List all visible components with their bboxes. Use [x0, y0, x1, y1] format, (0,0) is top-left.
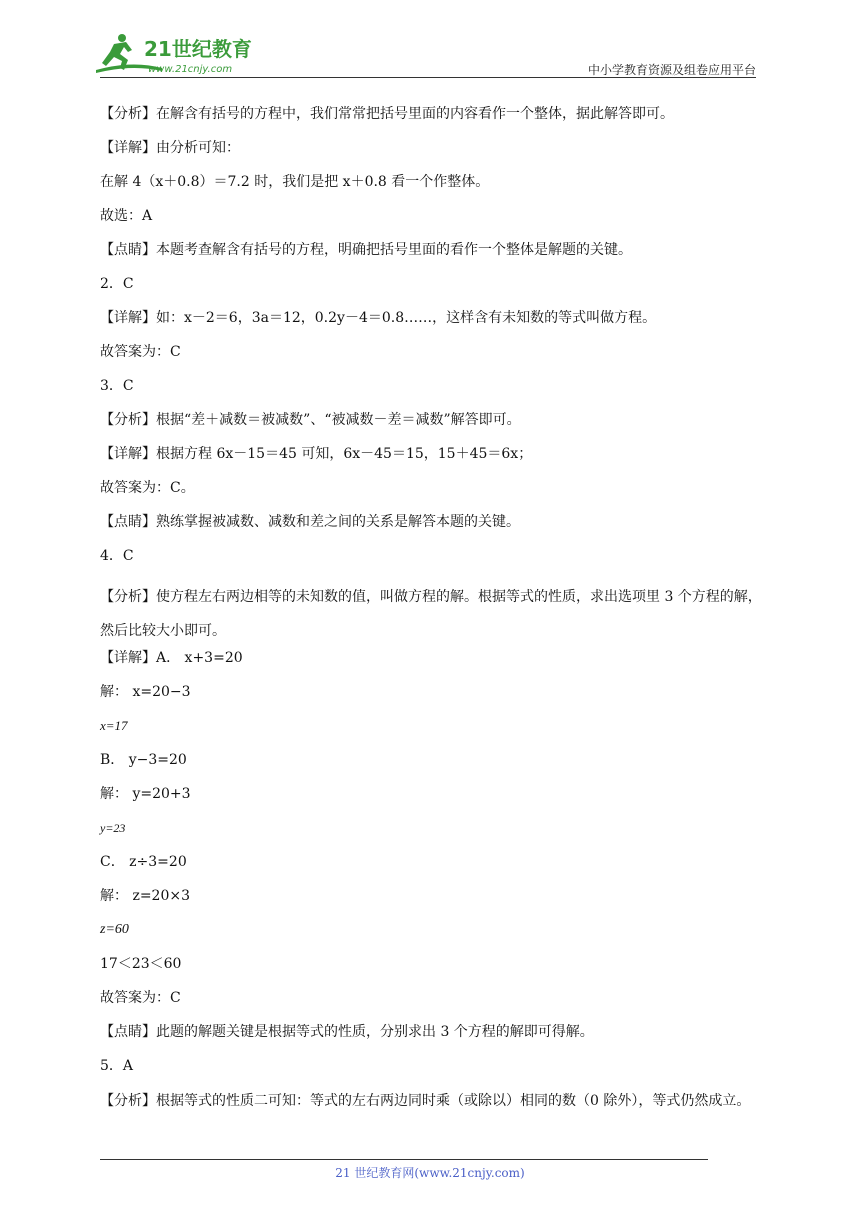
- text-line: 【点睛】熟练掌握被减数、减数和差之间的关系是解答本题的关键。: [100, 514, 520, 530]
- math-line: C． z÷3=20: [100, 854, 187, 870]
- math-line: B． y−3=20: [100, 752, 187, 768]
- platform-name: 中小学教育资源及组卷应用平台: [587, 63, 756, 77]
- math-line: 解： y=20+3: [100, 786, 191, 802]
- site-logo: [92, 30, 262, 80]
- text-line: 【分析】在解含有括号的方程中，我们常常把括号里面的内容看作一个整体，据此解答即可。: [100, 106, 674, 122]
- logo-url: www.21cnjy.com: [148, 64, 233, 75]
- text-line: 【点睛】本题考查解含有括号的方程，明确把括号里面的看作一个整体是解题的关键。: [100, 242, 632, 258]
- text-line: 在解 4（x＋0.8）＝7.2 时，我们是把 x＋0.8 看一个作整体。: [100, 174, 490, 190]
- text-line: 【点睛】此题的解题关键是根据等式的性质，分别求出 3 个方程的解即可得解。: [100, 1024, 594, 1040]
- text-line: 故选：A: [100, 208, 153, 224]
- page-footer: 21 世纪教育网(www.21cnjy.com): [335, 1166, 525, 1180]
- question-number: 4．C: [100, 548, 134, 564]
- text-line: 【详解】根据方程 6x－15＝45 可知，6x－45＝15，15＋45＝6x；: [100, 446, 533, 462]
- math-line: 解： z=20×3: [100, 888, 191, 904]
- text-line: 【分析】根据“差＋减数＝被减数”、“被减数－差＝减数”解答即可。: [100, 412, 521, 428]
- logo-text: 21世纪教育: [144, 37, 252, 61]
- math-line: y=23: [100, 821, 126, 835]
- text-line: 故答案为：C: [100, 990, 181, 1006]
- question-number: 5．A: [100, 1058, 134, 1074]
- text-line: 【详解】A． x+3=20: [100, 650, 243, 666]
- text-line: 故答案为：C。: [100, 480, 195, 496]
- header-divider: [100, 77, 756, 78]
- text-paragraph: 【分析】使方程左右两边相等的未知数的值，叫做方程的解。根据等式的性质，求出选项里 3 个方程的解，然后比较大小即可。: [100, 589, 762, 639]
- math-line: 解： x=20−3: [100, 684, 191, 700]
- math-line: x=17: [100, 718, 128, 733]
- text-line: 故答案为：C: [100, 344, 181, 360]
- math-line: z=60: [100, 922, 129, 937]
- text-line: 【详解】由分析可知：: [100, 140, 240, 156]
- text-paragraph: 【分析】根据等式的性质二可知：等式的左右两边同时乘（或除以）相同的数（0 除外），等式仍然成立。: [100, 1093, 751, 1109]
- text-line: 【详解】如：x－2＝6，3a＝12，0.2y－4＝0.8……，这样含有未知数的等式叫做方程。: [100, 310, 657, 326]
- question-number: 2．C: [100, 276, 134, 292]
- text-line: 17＜23＜60: [100, 956, 182, 972]
- footer-divider: [100, 1159, 708, 1160]
- page-header: [0, 0, 860, 80]
- question-number: 3．C: [100, 378, 134, 394]
